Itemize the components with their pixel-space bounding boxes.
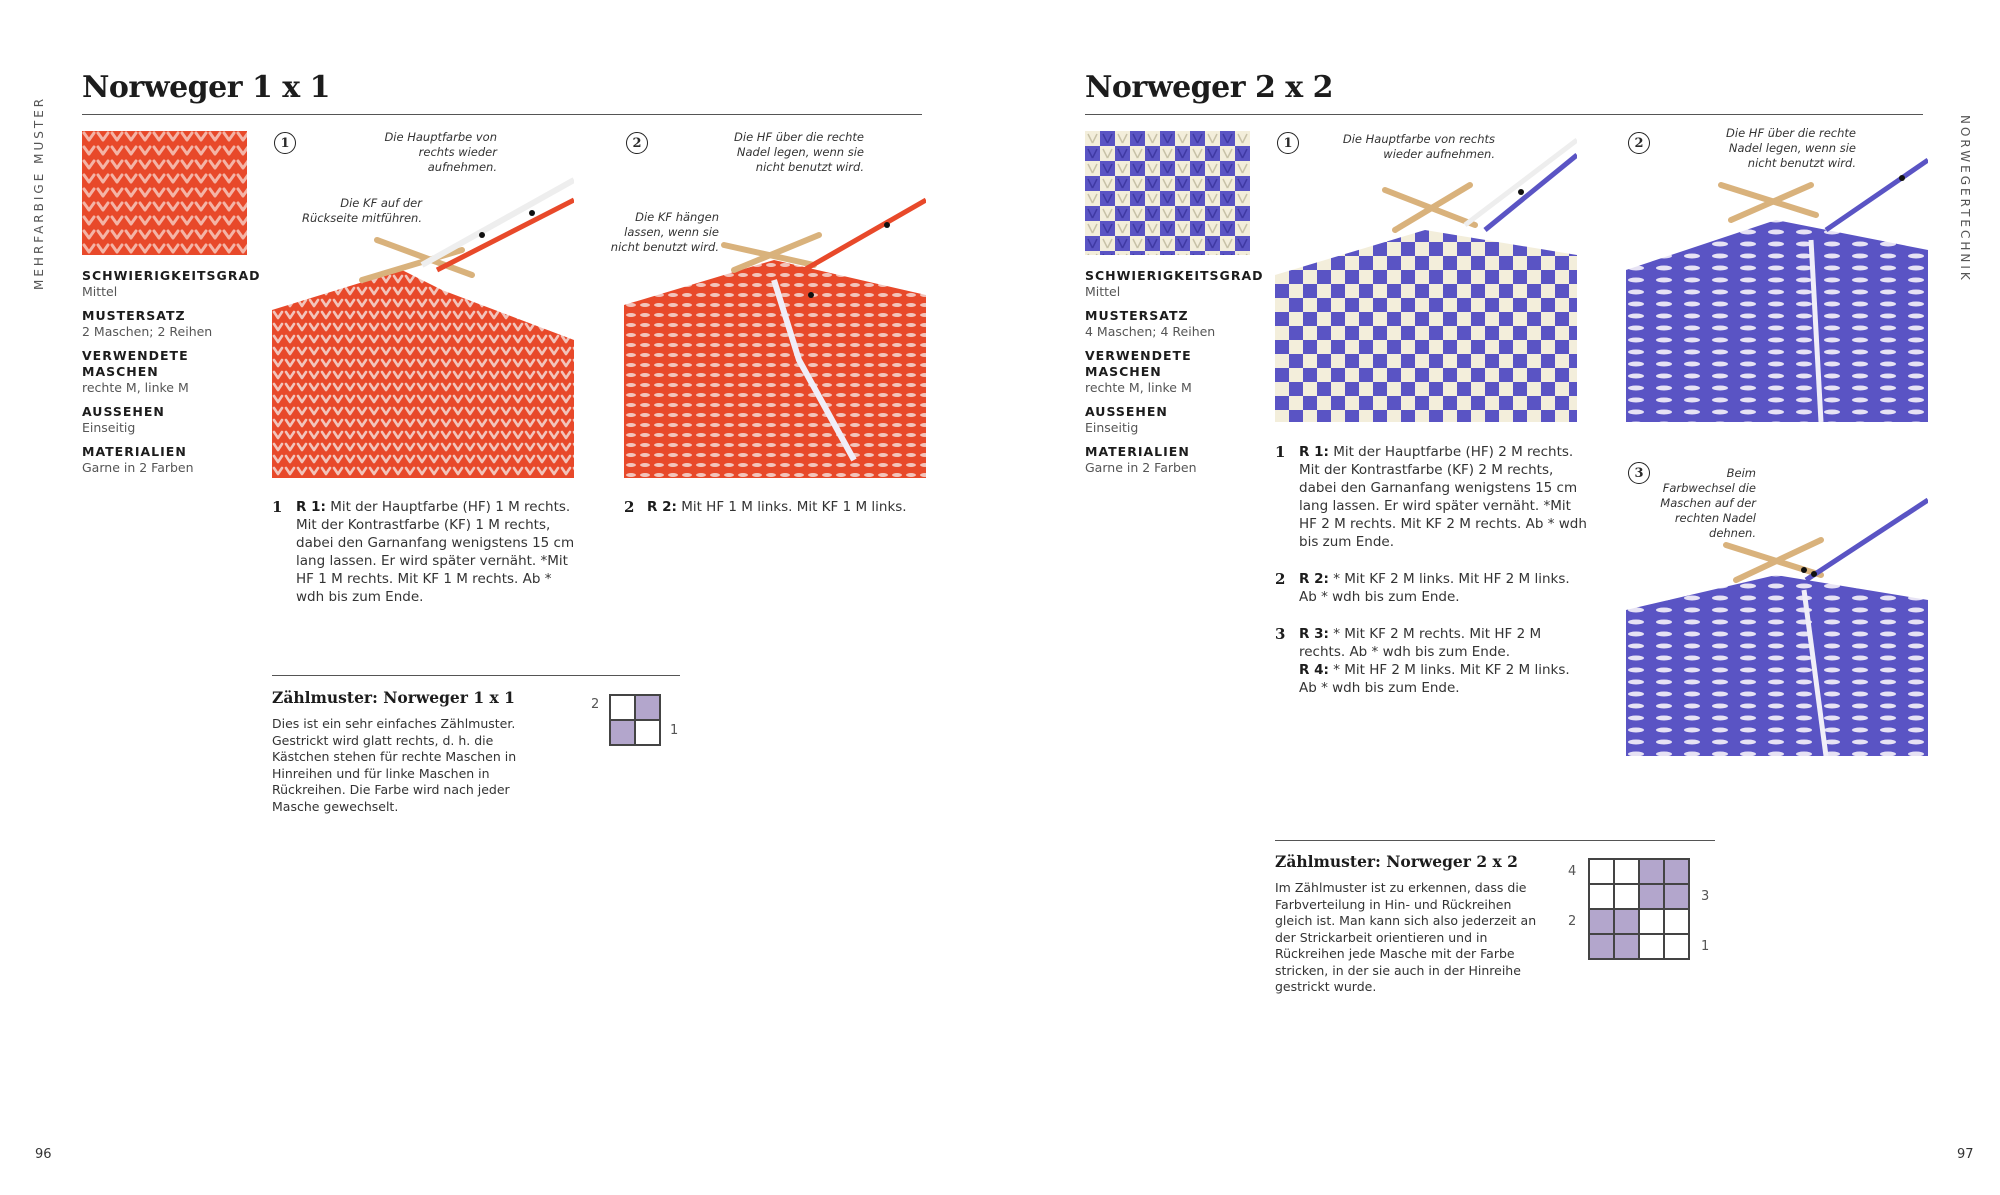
photo-step-1-left <box>272 130 574 478</box>
step-lead: R 3: <box>1299 626 1329 642</box>
count-chart-1x1 <box>609 694 661 746</box>
grid-cell-filled <box>1589 934 1614 959</box>
photo-caption: Die HF über die rechte Nadel legen, wenn sie nicht benutzt wird. <box>734 130 864 174</box>
step-body: * Mit KF 2 M rechts. Mit HF 2 M rechts. Ab * wdh bis zum Ende. <box>1299 626 1542 660</box>
photo-step-2-left <box>610 130 926 478</box>
grid-cell-filled <box>1639 884 1664 909</box>
grid-cell-empty <box>1614 884 1639 909</box>
swatch-norweger-1x1 <box>82 131 247 255</box>
info-value: rechte M, linke M <box>82 380 189 395</box>
info-value: Einseitig <box>82 420 136 435</box>
step-body: Mit HF 1 M links. Mit KF 1 M links. <box>681 499 907 515</box>
info-value: Garne in 2 Farben <box>82 460 194 475</box>
count-chart-2x2 <box>1588 858 1690 960</box>
grid-row-label: 2 <box>1568 914 1577 929</box>
photo-step-3-right <box>1626 460 1928 756</box>
grid-cell-filled <box>1589 909 1614 934</box>
zaehl-rule-left <box>272 675 680 676</box>
info-label: SCHWIERIGKEITSGRAD <box>82 268 261 283</box>
title-rule-left <box>82 114 922 115</box>
step-text <box>296 498 581 606</box>
info-value: Einseitig <box>1085 420 1139 435</box>
step-number: 2 <box>624 498 635 516</box>
step-number: 2 <box>1275 570 1286 588</box>
photo-caption: Die KF hängen lassen, wenn sie nicht benutzt wird. <box>610 210 719 254</box>
grid-cell-empty <box>1664 934 1689 959</box>
zaehl-rule-right <box>1275 840 1715 841</box>
grid-row-label: 4 <box>1568 864 1577 879</box>
photo-step-2-right <box>1626 126 1928 422</box>
info-value: Mittel <box>1085 284 1121 299</box>
info-value: rechte M, linke M <box>1085 380 1192 395</box>
info-label: SCHWIERIGKEITSGRAD <box>1085 268 1264 283</box>
grid-cell-filled <box>1664 884 1689 909</box>
step-body: * Mit HF 2 M links. Mit KF 2 M links. Ab * wdh bis zum Ende. <box>1299 662 1570 696</box>
grid-cell-filled <box>1639 859 1664 884</box>
step-text <box>647 498 937 516</box>
info-label: AUSSEHEN <box>82 404 165 419</box>
photo-step-1-right <box>1275 130 1577 422</box>
photo-caption: Beim Farbwechsel die Maschen auf der rechten Nadel dehnen. <box>1660 466 1756 540</box>
grid-cell-empty <box>610 695 635 720</box>
step-lead: R 1: <box>296 499 326 515</box>
zaehl-title-right: Zählmuster: Norweger 2 x 2 <box>1275 852 1518 871</box>
section-label-left: MEHRFARBIGE MUSTER <box>32 95 46 290</box>
step-body: * Mit KF 2 M links. Mit HF 2 M links. Ab * wdh bis zum Ende. <box>1299 571 1570 605</box>
grid-cell-filled <box>1614 934 1639 959</box>
grid-row-label: 1 <box>670 723 679 738</box>
grid-cell-filled <box>1664 859 1689 884</box>
info-value: Garne in 2 Farben <box>1085 460 1197 475</box>
step-text <box>1299 570 1589 606</box>
info-block-right <box>1085 268 1264 476</box>
page-number-right: 97 <box>1957 1147 1974 1162</box>
step-number-1-circle: 1 <box>1277 132 1299 154</box>
step-number-3-circle: 3 <box>1628 462 1650 484</box>
step-lead: R 1: <box>1299 444 1329 460</box>
grid-cell-empty <box>1639 934 1664 959</box>
step-body: Mit der Hauptfarbe (HF) 1 M rechts. Mit der Kontrastfarbe (KF) 1 M rechts, dabei den Garnanfang wenigstens 15 cm lang lassen. Er wird später vernäht. *Mit HF 1 M rechts. Mit KF 1 M rechts. Ab * wdh bis zum Ende. <box>296 499 575 605</box>
info-label: MATERIALIEN <box>1085 444 1190 459</box>
grid-row-label: 2 <box>591 697 600 712</box>
page-title-left: Norweger 1 x 1 <box>82 70 330 105</box>
step-lead: R 2: <box>647 499 677 515</box>
step-lead: R 2: <box>1299 571 1329 587</box>
info-label: MUSTERSATZ <box>82 308 186 323</box>
grid-cell-empty <box>1664 909 1689 934</box>
grid-cell-empty <box>1639 909 1664 934</box>
step-number-2-circle: 2 <box>1628 132 1650 154</box>
photo-caption: Die HF über die rechte Nadel legen, wenn sie nicht benutzt wird. <box>1726 126 1856 170</box>
info-value: 4 Maschen; 4 Reihen <box>1085 324 1216 339</box>
grid-cell-empty <box>1589 859 1614 884</box>
info-value: 2 Maschen; 2 Reihen <box>82 324 213 339</box>
page-title-right: Norweger 2 x 2 <box>1085 70 1333 105</box>
step-number-1-circle: 1 <box>274 132 296 154</box>
page-number-left: 96 <box>35 1147 52 1162</box>
info-label: MATERIALIEN <box>82 444 187 459</box>
zaehl-title-left: Zählmuster: Norweger 1 x 1 <box>272 688 515 707</box>
step-lead: R 4: <box>1299 662 1329 678</box>
grid-cell-filled <box>610 720 635 745</box>
section-label-right: NORWEGERTECHNIK <box>1958 115 1972 283</box>
grid-row-label: 3 <box>1701 889 1710 904</box>
grid-cell-filled <box>635 695 660 720</box>
step-number: 1 <box>272 498 283 516</box>
photo-caption: Die KF auf der Rückseite mitführen. <box>301 196 422 225</box>
photo-caption: Die Hauptfarbe von rechts wieder aufnehmen. <box>384 130 497 174</box>
zaehl-text-left: Dies ist ein sehr einfaches Zählmuster. Gestrickt wird glatt rechts, d. h. die Kästchen stehen für rechte Maschen in Hinreihen und für linke Maschen in Rückreihen. Die Farbe wird nach jeder Masche gewechselt. <box>272 716 517 814</box>
zaehl-text-right: Im Zählmuster ist zu erkennen, dass die Farbverteilung in Hin- und Rückreihen gleich ist. Man kann sich also jederzeit an der Strickarbeit orientieren und in Rückreihen jede Masche mit der Farbe stricken, in der sie auch in der Hinreihe gestrickt wurde. <box>1275 880 1537 994</box>
step-number: 3 <box>1275 625 1286 643</box>
step-body: Mit der Hauptfarbe (HF) 2 M rechts. Mit der Kontrastfarbe (KF) 2 M rechts, dabei den Garnanfang wenigstens 15 cm lang lassen. Er wird später vernäht. *Mit HF 2 M rechts. Mit KF 2 M rechts. Ab * wdh bis zum Ende. <box>1299 444 1587 550</box>
step-text <box>1299 443 1589 551</box>
step-text <box>1299 625 1589 697</box>
info-label: VERWENDETE MASCHEN <box>1085 348 1192 379</box>
grid-cell-empty <box>635 720 660 745</box>
grid-row-label: 1 <box>1701 939 1710 954</box>
grid-cell-filled <box>1614 909 1639 934</box>
info-label: VERWENDETE MASCHEN <box>82 348 189 379</box>
grid-cell-empty <box>1614 859 1639 884</box>
info-block-left <box>82 268 261 476</box>
info-value: Mittel <box>82 284 118 299</box>
step-number-2-circle: 2 <box>626 132 648 154</box>
step-number: 1 <box>1275 443 1286 461</box>
info-label: MUSTERSATZ <box>1085 308 1189 323</box>
grid-cell-empty <box>1589 884 1614 909</box>
info-label: AUSSEHEN <box>1085 404 1168 419</box>
title-rule-right <box>1085 114 1923 115</box>
swatch-norweger-2x2 <box>1085 131 1250 255</box>
photo-caption: Die Hauptfarbe von rechts wieder aufnehmen. <box>1342 132 1495 161</box>
